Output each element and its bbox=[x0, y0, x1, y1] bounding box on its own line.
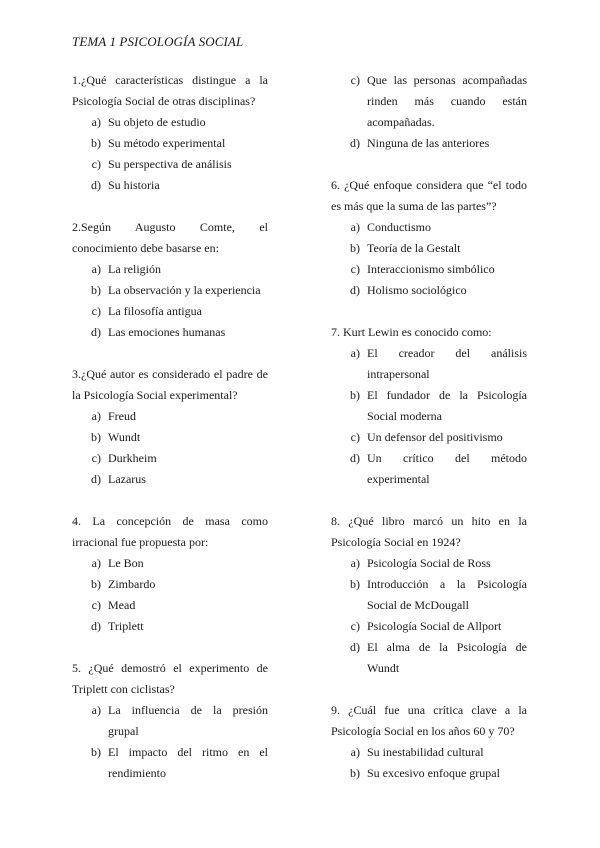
option-text: Teoría de la Gestalt bbox=[367, 241, 461, 255]
option-text: El fundador de la Psicología Social moderna bbox=[367, 388, 527, 423]
option-item bbox=[331, 553, 527, 574]
option-item bbox=[72, 406, 268, 427]
option-letter: c) bbox=[350, 73, 360, 87]
option-list bbox=[331, 742, 527, 784]
option-item bbox=[72, 469, 268, 490]
option-text: Un crítico del método experimental bbox=[367, 451, 527, 486]
question-text: 2.Según Augusto Comte, el conocimiento debe basarse en: bbox=[72, 220, 268, 255]
option-item bbox=[331, 616, 527, 637]
option-list bbox=[72, 112, 268, 196]
question-9 bbox=[331, 700, 527, 784]
option-letter: d) bbox=[350, 451, 360, 465]
option-text: Le Bon bbox=[108, 556, 144, 570]
option-text: Psicología Social de Ross bbox=[367, 556, 491, 570]
option-item bbox=[72, 700, 268, 742]
question-text: 1.¿Qué características distingue a la Psicología Social de otras disciplinas? bbox=[72, 73, 268, 108]
option-letter: b) bbox=[350, 388, 360, 402]
question-5 bbox=[72, 658, 268, 784]
option-letter: c) bbox=[91, 157, 101, 171]
option-letter: b) bbox=[91, 745, 101, 759]
option-item bbox=[72, 301, 268, 322]
option-text: El impacto del ritmo en el rendimiento bbox=[108, 745, 268, 780]
option-text: Ninguna de las anteriores bbox=[367, 136, 490, 150]
option-list bbox=[331, 553, 527, 679]
option-item bbox=[72, 154, 268, 175]
option-text: La filosofía antigua bbox=[108, 304, 202, 318]
option-letter: b) bbox=[350, 241, 360, 255]
option-letter: a) bbox=[91, 409, 101, 423]
option-item bbox=[72, 322, 268, 343]
option-text: El creador del análisis intrapersonal bbox=[367, 346, 527, 381]
option-item bbox=[331, 763, 527, 784]
option-item bbox=[331, 637, 527, 679]
option-text: Lazarus bbox=[108, 472, 146, 486]
page-title: TEMA 1 PSICOLOGÍA SOCIAL bbox=[72, 34, 244, 49]
option-text: Su excesivo enfoque grupal bbox=[367, 766, 500, 780]
option-list bbox=[331, 217, 527, 301]
option-text: Mead bbox=[108, 598, 136, 612]
option-text: Introducción a la Psicología Social de McDougall bbox=[367, 577, 527, 612]
option-letter: b) bbox=[91, 136, 101, 150]
option-letter: d) bbox=[91, 619, 101, 633]
option-item bbox=[331, 742, 527, 763]
option-text: Su inestabilidad cultural bbox=[367, 745, 484, 759]
question-text: 3.¿Qué autor es considerado el padre de la Psicología Social experimental? bbox=[72, 367, 268, 402]
left-column bbox=[72, 70, 268, 805]
option-list bbox=[72, 553, 268, 637]
option-text: Su historia bbox=[108, 178, 160, 192]
option-item bbox=[72, 175, 268, 196]
question-6 bbox=[331, 175, 527, 301]
option-letter: c) bbox=[350, 430, 360, 444]
option-letter: c) bbox=[91, 304, 101, 318]
option-letter: c) bbox=[350, 619, 360, 633]
option-letter: d) bbox=[350, 136, 360, 150]
option-text: Durkheim bbox=[108, 451, 157, 465]
option-text: Las emociones humanas bbox=[108, 325, 226, 339]
option-item bbox=[331, 343, 527, 385]
option-letter: a) bbox=[91, 703, 101, 717]
question-text: 5. ¿Qué demostró el experimento de Triplett con ciclistas? bbox=[72, 661, 268, 696]
option-item bbox=[72, 616, 268, 637]
option-letter: b) bbox=[91, 430, 101, 444]
option-text: Psicología Social de Allport bbox=[367, 619, 502, 633]
option-letter: a) bbox=[91, 115, 101, 129]
option-item bbox=[331, 70, 527, 133]
option-letter: c) bbox=[350, 262, 360, 276]
option-text: Un defensor del positivismo bbox=[367, 430, 503, 444]
right-column bbox=[331, 70, 527, 805]
option-letter: b) bbox=[91, 577, 101, 591]
option-text: Zimbardo bbox=[108, 577, 156, 591]
option-list bbox=[72, 406, 268, 490]
option-item bbox=[72, 574, 268, 595]
question-5-continued bbox=[331, 70, 527, 154]
option-text: Conductismo bbox=[367, 220, 432, 234]
option-letter: d) bbox=[91, 178, 101, 192]
option-text: Holismo sociológico bbox=[367, 283, 467, 297]
option-item bbox=[72, 427, 268, 448]
option-item bbox=[331, 238, 527, 259]
option-list bbox=[331, 343, 527, 490]
option-letter: d) bbox=[350, 283, 360, 297]
option-letter: c) bbox=[91, 598, 101, 612]
option-text: La religión bbox=[108, 262, 161, 276]
option-item bbox=[72, 595, 268, 616]
question-7 bbox=[331, 322, 527, 490]
option-text: Freud bbox=[108, 409, 136, 423]
option-item bbox=[331, 217, 527, 238]
option-text: Su perspectiva de análisis bbox=[108, 157, 232, 171]
option-letter: a) bbox=[350, 745, 360, 759]
option-item bbox=[331, 574, 527, 616]
option-item bbox=[331, 280, 527, 301]
question-1 bbox=[72, 70, 268, 196]
option-text: La influencia de la presión grupal bbox=[108, 703, 268, 738]
option-item bbox=[331, 259, 527, 280]
option-item bbox=[331, 385, 527, 427]
option-letter: a) bbox=[350, 346, 360, 360]
option-item bbox=[331, 427, 527, 448]
option-list bbox=[72, 700, 268, 784]
option-letter: a) bbox=[350, 220, 360, 234]
option-letter: d) bbox=[91, 325, 101, 339]
option-letter: b) bbox=[350, 766, 360, 780]
question-8 bbox=[331, 511, 527, 679]
option-item bbox=[72, 112, 268, 133]
option-item bbox=[72, 553, 268, 574]
option-letter: d) bbox=[91, 472, 101, 486]
option-letter: a) bbox=[350, 556, 360, 570]
option-letter: b) bbox=[91, 283, 101, 297]
option-text: Wundt bbox=[108, 430, 141, 444]
question-text: 9. ¿Cuál fue una crítica clave a la Psicología Social en los años 60 y 70? bbox=[331, 703, 527, 738]
option-text: Que las personas acompañadas rinden más cuando están acompañadas. bbox=[367, 73, 527, 129]
option-text: El alma de la Psicología de Wundt bbox=[367, 640, 527, 675]
option-item bbox=[72, 259, 268, 280]
question-4 bbox=[72, 511, 268, 637]
question-text: 6. ¿Qué enfoque considera que “el todo es más que la suma de las partes”? bbox=[331, 178, 527, 213]
question-text: 4. La concepción de masa como irracional fue propuesta por: bbox=[72, 514, 268, 549]
option-letter: d) bbox=[350, 640, 360, 654]
question-3 bbox=[72, 364, 268, 490]
option-list bbox=[72, 259, 268, 343]
question-text: 8. ¿Qué libro marcó un hito en la Psicología Social en 1924? bbox=[331, 514, 527, 549]
option-item bbox=[72, 280, 268, 301]
option-text: Su objeto de estudio bbox=[108, 115, 206, 129]
option-item bbox=[331, 448, 527, 490]
option-text: La observación y la experiencia bbox=[108, 283, 261, 297]
option-item bbox=[72, 742, 268, 784]
option-text: Interaccionismo simbólico bbox=[367, 262, 495, 276]
option-letter: a) bbox=[91, 262, 101, 276]
option-letter: c) bbox=[91, 451, 101, 465]
option-item bbox=[331, 133, 527, 154]
option-list bbox=[331, 70, 527, 154]
option-letter: b) bbox=[350, 577, 360, 591]
question-text: 7. Kurt Lewin es conocido como: bbox=[331, 325, 492, 339]
option-text: Su método experimental bbox=[108, 136, 226, 150]
option-text: Triplett bbox=[108, 619, 144, 633]
option-letter: a) bbox=[91, 556, 101, 570]
option-item bbox=[72, 133, 268, 154]
question-2 bbox=[72, 217, 268, 343]
option-item bbox=[72, 448, 268, 469]
